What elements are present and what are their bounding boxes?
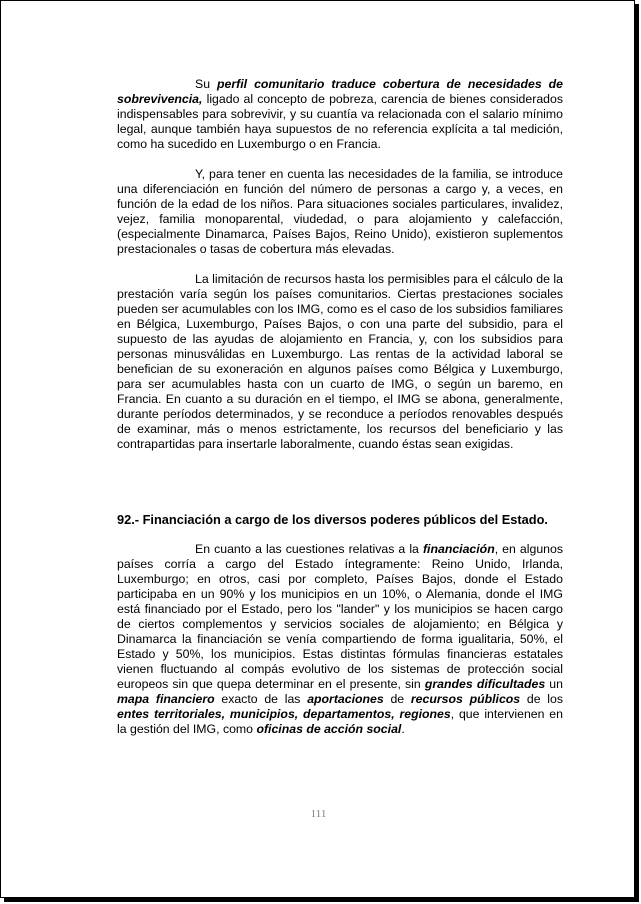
emphasis-run: oficinas de acción social [256,722,402,736]
text-run: de [383,692,411,706]
emphasis-run: mapa financiero [117,692,215,706]
page-body [117,77,563,737]
paragraph-limitacion-recursos [117,272,563,452]
emphasis-run: recursos públicos [410,692,521,706]
text-run: . [401,722,405,736]
text-run: ligado al concepto de pobreza, carencia de bienes considerados indispensables para sobrevivir, y su cuantía va relacionada con el salario mínimo legal, aunque también haya supuestos de no referencia explícita a tal medición, como ha sucedido en Luxemburgo o en Francia. [117,92,563,151]
emphasis-run: entes territoriales, municipios, departamentos, regiones [117,707,451,721]
paragraph-financiacion [117,542,563,737]
text-run: Y, para tener en cuenta las necesidades de la familia, se introduce una diferenciación en función del número de personas a cargo y, a veces, en función de la edad de los niños. Para situaciones sociales particulares, invalidez, vejez, familia monoparental, viudedad, o para alojamiento y calefacción, (especialmente Dinamarca, Países Bajos, Reino Unido), existieron suplementos prestacionales o tasas de cobertura más elevadas. [117,167,563,256]
text-run: un [545,677,563,691]
emphasis-run: aportaciones [307,692,384,706]
emphasis-run: grandes dificultades [424,677,546,691]
emphasis-run: perfil comunitario traduce cobertura de necesidades de sobrevivencia, [117,77,563,106]
section-heading: 92.- Financiación a cargo de los diversos poderes públicos del Estado. [117,512,548,527]
page-number: 111 [310,808,327,820]
paragraph-necesidades-familia [117,167,563,257]
emphasis-run: financiación [422,542,495,556]
text-run: , que intervienen en la gestión del IMG, como [117,707,563,736]
text-run: de los [520,692,564,706]
text-run: En cuanto a las cuestiones relativas a la [195,542,423,556]
text-run: La limitación de recursos hasta los permisibles para el cálculo de la prestación varía según los países comunitarios. Ciertas prestaciones sociales pueden ser acumulables con los IMG, como es el caso de los subsidios familiares en Bélgica, Luxemburgo, Países Bajos, o con una parte del subsidio, para el supuesto de las ayudas de alojamiento en Francia, y, con los subsidios para personas minusválidas en Luxemburgo. Las rentas de la actividad laboral se benefician de su exoneración en algunos países como Bélgica y Luxemburgo, para ser acumulables hasta con un cuarto de IMG, o según un baremo, en Francia. En cuanto a su duración en el tiempo, el IMG se abona, generalmente, durante períodos determinados, y se reconduce a períodos renovables después de examinar, más o menos estrictamente, los recursos del beneficiario y las contrapartidas para insertarle laboralmente, cuando éstas sean exigidas. [117,272,563,451]
text-run: , en algunos países corría a cargo del Estado íntegramente: Reino Unido, Irlanda, Luxemburgo; en otros, casi por completo, Países Bajos, donde el Estado participaba en un 90% y los municipios en un 10%, o Alemania, donde el IMG está financiado por el Estado, pero los "lander" y los municipios se hacen cargo de ciertos complementos y servicios sociales de alojamiento; en Bélgica y Dinamarca la financiación se venía compartiendo de forma igualitaria, 50%, el Estado y 50%, los municipios. Estas distintas fórmulas financieras estatales vienen fluctuando al compás evolutivo de los sistemas de protección social europeos sin que quepa determinar en el presente, sin [117,542,563,691]
text-run: exacto de las [214,692,308,706]
text-run: Su [195,77,218,91]
paragraph-perfil-comunitario [117,77,563,152]
